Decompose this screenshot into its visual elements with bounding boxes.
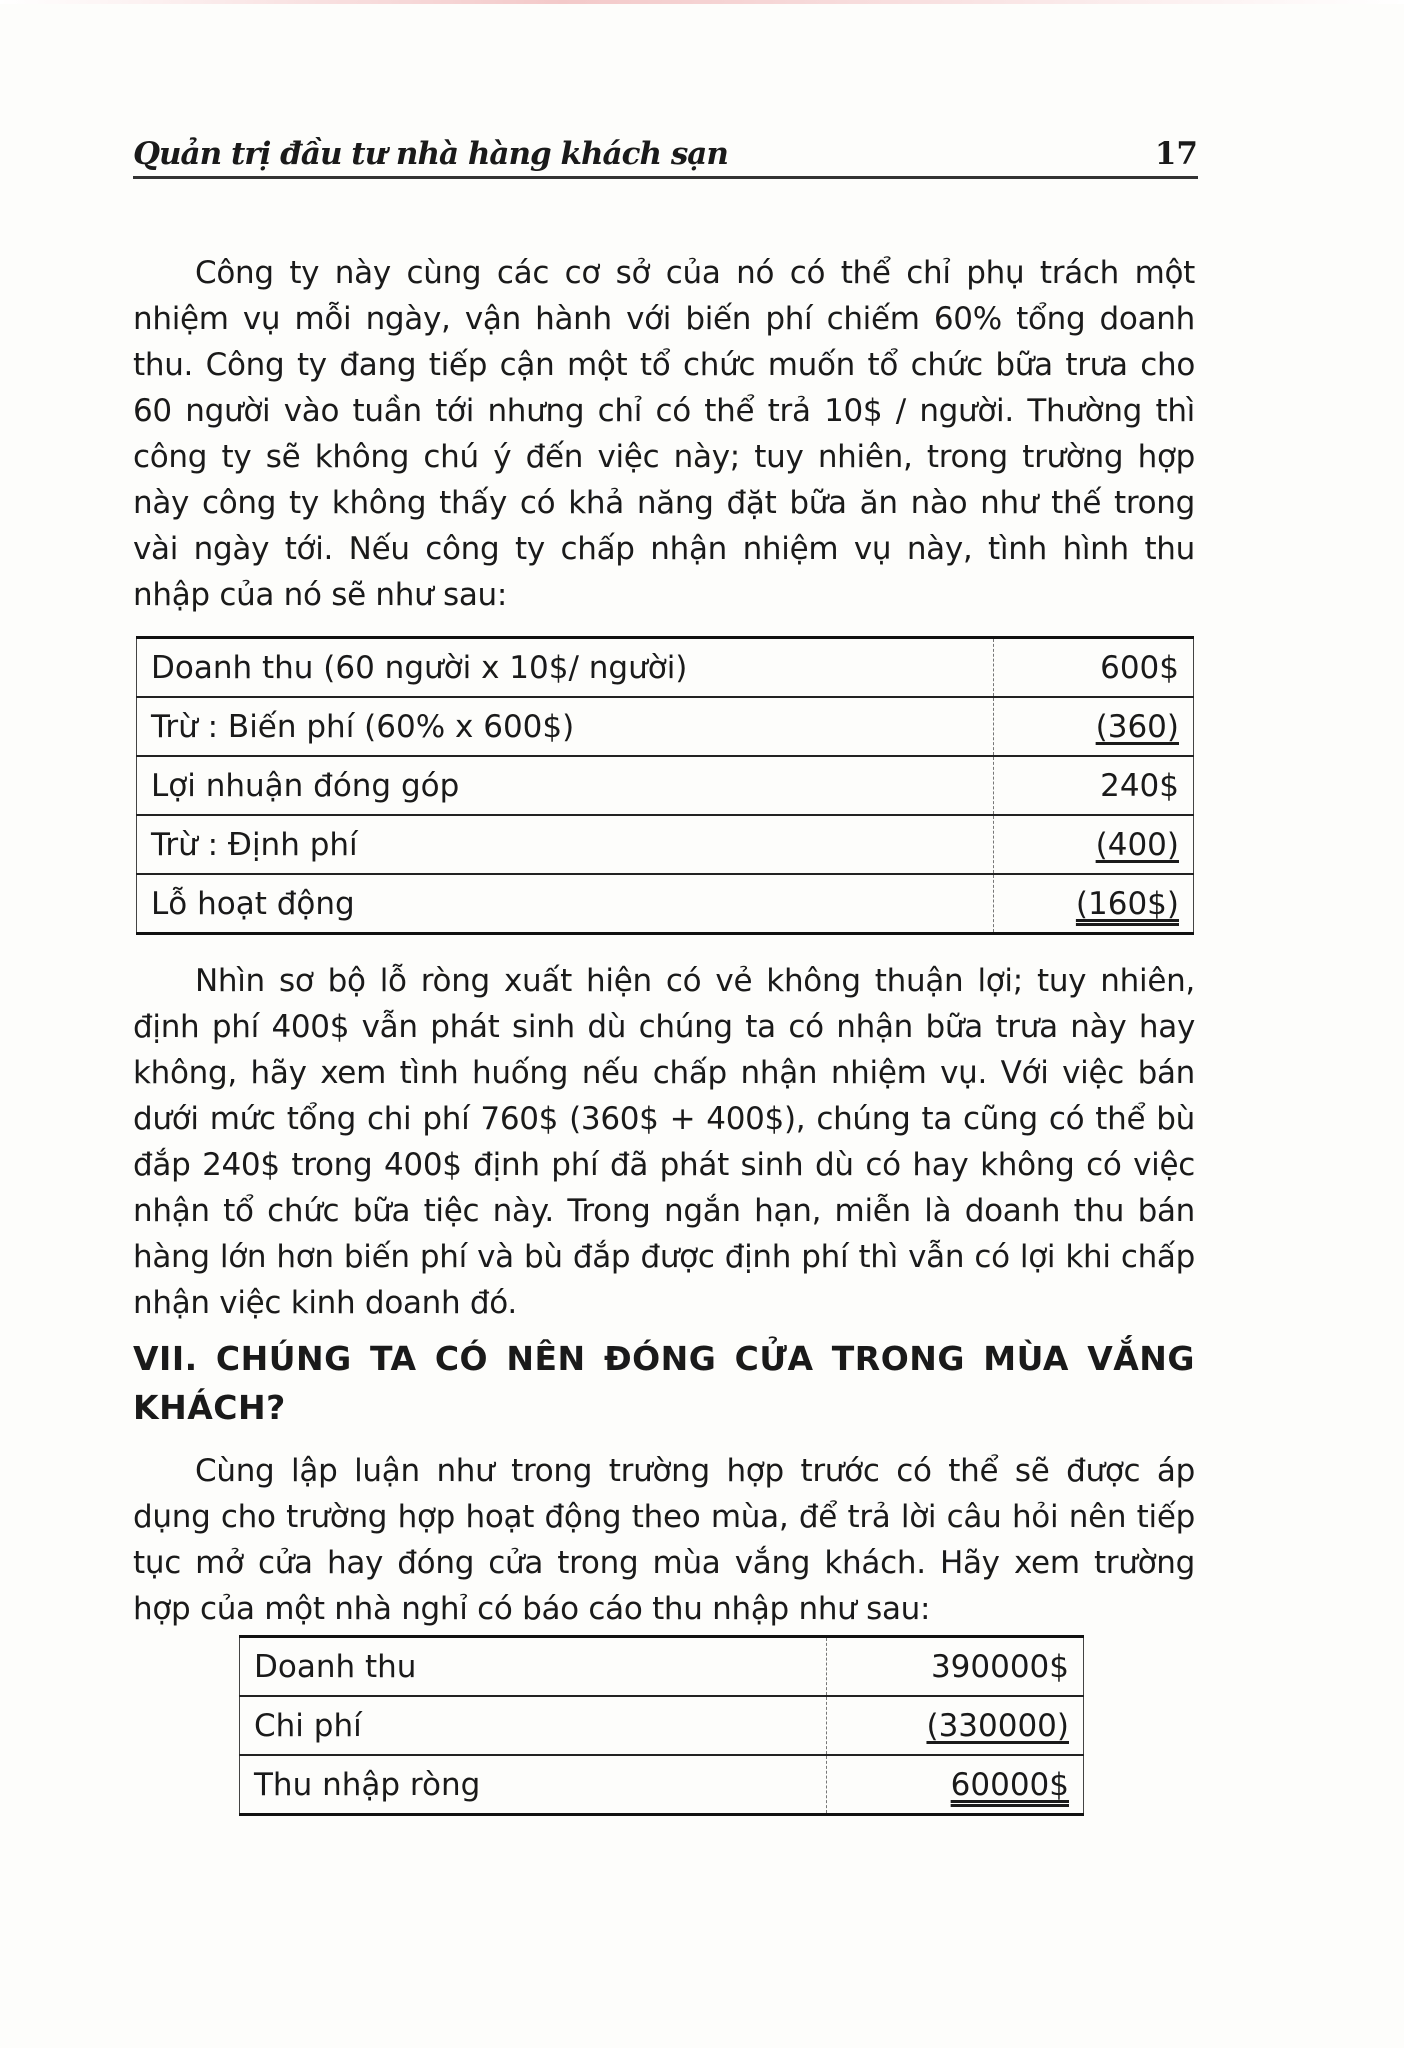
- row-value: (360): [994, 697, 1194, 756]
- row-value: 60000$: [827, 1755, 1084, 1815]
- table-row: [240, 1755, 1084, 1815]
- row-label: Doanh thu: [240, 1637, 827, 1697]
- paragraph-1: [133, 250, 1195, 618]
- table-row: [240, 1637, 1084, 1697]
- row-label: Trừ : Định phí: [137, 815, 994, 874]
- row-label: Lợi nhuận đóng góp: [137, 756, 994, 815]
- page-number: 17: [1154, 136, 1198, 172]
- paragraph-2-text: Nhìn sơ bộ lỗ ròng xuất hiện có vẻ không thuận lợi; tuy nhiên, định phí 400$ vẫn phát sinh dù chúng ta có nhận bữa trưa này hay không, hãy xem tình huống nếu chấp nhận nhiệm vụ. Với việc bán dưới mức tổng chi phí 760$ (360$ + 400$), chúng ta cũng có thể bù đắp 240$ trong 400$ định phí đã phát sinh dù có hay không có việc nhận tổ chức bữa tiệc này. Trong ngắn hạn, miễn là doanh thu bán hàng lớn hơn biến phí và bù đắp được định phí thì vẫn có lợi khi chấp nhận việc kinh doanh đó.: [133, 963, 1195, 1321]
- row-label: Doanh thu (60 người x 10$/ người): [137, 638, 994, 698]
- table-row: [137, 638, 1194, 698]
- row-label: Trừ : Biến phí (60% x 600$): [137, 697, 994, 756]
- row-label: Thu nhập ròng: [240, 1755, 827, 1815]
- row-value: 240$: [994, 756, 1194, 815]
- section-heading: VII. CHÚNG TA CÓ NÊN ĐÓNG CỬA TRONG MÙA VẮNG KHÁCH?: [133, 1339, 1195, 1427]
- header-rule: [133, 176, 1198, 179]
- paragraph-3: [133, 1448, 1195, 1632]
- income-table-lunch: [136, 636, 1194, 935]
- table-row: [137, 697, 1194, 756]
- paragraph-1-text: Công ty này cùng các cơ sở của nó có thể chỉ phụ trách một nhiệm vụ mỗi ngày, vận hành với biến phí chiếm 60% tổng doanh thu. Công ty đang tiếp cận một tổ chức muốn tổ chức bữa trưa cho 60 người vào tuần tới nhưng chỉ có thể trả 10$ / người. Thường thì công ty sẽ không chú ý đến việc này; tuy nhiên, trong trường hợp này công ty không thấy có khả năng đặt bữa ăn nào như thế trong vài ngày tới. Nếu công ty chấp nhận nhiệm vụ này, tình hình thu nhập của nó sẽ như sau:: [133, 255, 1195, 613]
- book-title: Quản trị đầu tư nhà hàng khách sạn: [133, 136, 728, 172]
- row-value: 390000$: [827, 1637, 1084, 1697]
- table-row: [137, 815, 1194, 874]
- row-value: (400): [994, 815, 1194, 874]
- paragraph-2: [133, 958, 1195, 1326]
- row-value: (330000): [827, 1696, 1084, 1755]
- table-row: [137, 874, 1194, 934]
- row-label: Chi phí: [240, 1696, 827, 1755]
- table-row: [137, 756, 1194, 815]
- table-row: [240, 1696, 1084, 1755]
- row-label: Lỗ hoạt động: [137, 874, 994, 934]
- running-header: [133, 128, 1198, 174]
- row-value: (160$): [994, 874, 1194, 934]
- paragraph-3-text: Cùng lập luận như trong trường hợp trước có thể sẽ được áp dụng cho trường hợp hoạt động theo mùa, để trả lời câu hỏi nên tiếp tục mở cửa hay đóng cửa trong mùa vắng khách. Hãy xem trường hợp của một nhà nghỉ có báo cáo thu nhập như sau:: [133, 1453, 1195, 1627]
- row-value: 600$: [994, 638, 1194, 698]
- income-table-motel: [239, 1635, 1084, 1816]
- page-edge: [0, 0, 1404, 4]
